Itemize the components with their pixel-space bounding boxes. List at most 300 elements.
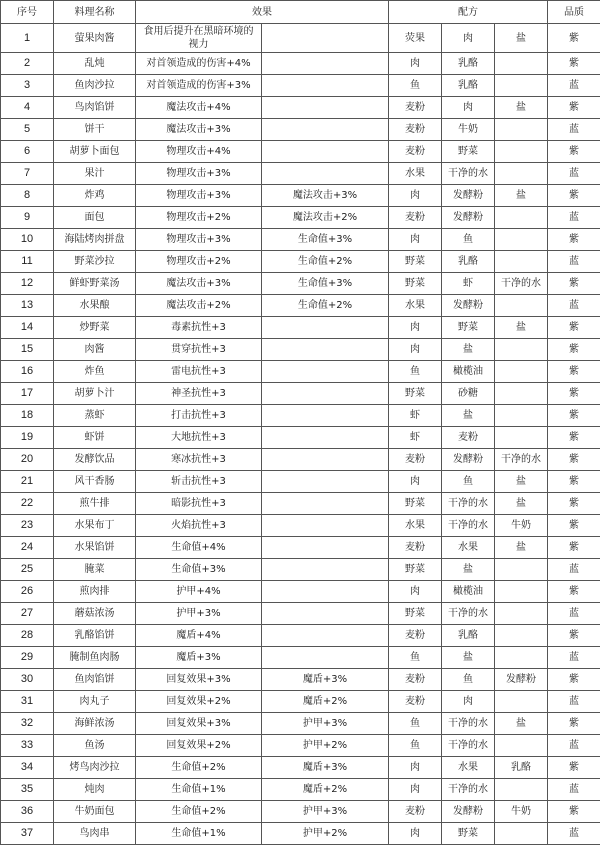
dish-name: 鸟肉馅饼 [54,97,136,119]
quality: 紫 [548,361,600,383]
effect-primary: 魔盾+4% [136,625,262,647]
table-row [1,295,600,317]
ingredient-3 [495,603,548,625]
effect-secondary [262,97,389,119]
ingredient-2: 牛奶 [442,119,495,141]
ingredient-2: 虾 [442,273,495,295]
ingredient-1: 麦粉 [389,537,442,559]
effect-primary: 寒冰抗性+3 [136,449,262,471]
quality: 蓝 [548,735,600,757]
ingredient-3 [495,427,548,449]
quality: 紫 [548,53,600,75]
dish-name: 炒野菜 [54,317,136,339]
ingredient-1: 肉 [389,581,442,603]
quality: 蓝 [548,295,600,317]
table-row [1,207,600,229]
quality: 蓝 [548,559,600,581]
dish-name: 煎肉排 [54,581,136,603]
effect-secondary [262,75,389,97]
quality: 紫 [548,713,600,735]
ingredient-3: 牛奶 [495,515,548,537]
ingredient-1: 肉 [389,339,442,361]
ingredient-1: 水果 [389,163,442,185]
quality: 蓝 [548,823,600,845]
table-row [1,493,600,515]
table-row [1,471,600,493]
effect-primary: 神圣抗性+3 [136,383,262,405]
effect-secondary [262,515,389,537]
ingredient-1: 野菜 [389,493,442,515]
ingredient-3 [495,119,548,141]
dish-name: 胡萝卜汁 [54,383,136,405]
ingredient-3 [495,823,548,845]
table-row [1,779,600,801]
effect-secondary: 魔盾+3% [262,669,389,691]
dish-name: 鱼汤 [54,735,136,757]
ingredient-2: 盐 [442,339,495,361]
ingredient-2: 发酵粉 [442,185,495,207]
ingredient-2: 干净的水 [442,603,495,625]
quality: 紫 [548,427,600,449]
ingredient-1: 麦粉 [389,669,442,691]
effect-primary: 回复效果+2% [136,691,262,713]
dish-name: 蒸虾 [54,405,136,427]
row-index: 32 [1,713,54,735]
effect-secondary [262,317,389,339]
effect-primary: 暗影抗性+3 [136,493,262,515]
quality: 紫 [548,449,600,471]
effect-primary: 生命值+1% [136,779,262,801]
effect-secondary [262,471,389,493]
ingredient-3: 盐 [495,537,548,559]
ingredient-1: 肉 [389,757,442,779]
effect-primary: 回复效果+3% [136,669,262,691]
row-index: 34 [1,757,54,779]
ingredient-3 [495,75,548,97]
ingredient-2: 野菜 [442,823,495,845]
dish-name: 烤鸟肉沙拉 [54,757,136,779]
table-row [1,97,600,119]
dish-name: 肉丸子 [54,691,136,713]
ingredient-1: 麦粉 [389,141,442,163]
row-index: 3 [1,75,54,97]
effect-secondary [262,625,389,647]
quality: 紫 [548,581,600,603]
quality: 紫 [548,493,600,515]
row-index: 17 [1,383,54,405]
effect-secondary: 护甲+3% [262,801,389,823]
row-index: 9 [1,207,54,229]
dish-name: 饼干 [54,119,136,141]
ingredient-1: 肉 [389,779,442,801]
row-index: 6 [1,141,54,163]
row-index: 8 [1,185,54,207]
ingredient-2: 麦粉 [442,427,495,449]
ingredient-2: 橄榄油 [442,361,495,383]
dish-name: 野菜沙拉 [54,251,136,273]
dish-name: 海鲜浓汤 [54,713,136,735]
ingredient-2: 肉 [442,24,495,53]
ingredient-1: 麦粉 [389,691,442,713]
quality: 紫 [548,537,600,559]
effect-primary: 生命值+2% [136,801,262,823]
table-row [1,273,600,295]
effect-secondary: 生命值+2% [262,251,389,273]
effect-secondary [262,603,389,625]
dish-name: 面包 [54,207,136,229]
effect-secondary: 生命值+2% [262,295,389,317]
effect-secondary: 魔盾+3% [262,757,389,779]
row-index: 5 [1,119,54,141]
effect-primary: 生命值+1% [136,823,262,845]
dish-name: 风干香肠 [54,471,136,493]
quality: 紫 [548,405,600,427]
ingredient-3: 发酵粉 [495,669,548,691]
ingredient-3 [495,405,548,427]
dish-name: 鲜虾野菜汤 [54,273,136,295]
ingredient-2: 橄榄油 [442,581,495,603]
dish-name: 乱炖 [54,53,136,75]
dish-name: 鸟肉串 [54,823,136,845]
dish-name: 蘑菇浓汤 [54,603,136,625]
ingredient-3: 干净的水 [495,449,548,471]
effect-primary: 魔法攻击+3% [136,273,262,295]
row-index: 11 [1,251,54,273]
effect-secondary [262,53,389,75]
ingredient-3 [495,581,548,603]
ingredient-3 [495,779,548,801]
quality: 蓝 [548,119,600,141]
effect-primary: 魔法攻击+2% [136,295,262,317]
ingredient-1: 麦粉 [389,801,442,823]
effect-secondary [262,493,389,515]
ingredient-2: 发酵粉 [442,207,495,229]
row-index: 10 [1,229,54,251]
effect-primary: 对首领造成的伤害+4% [136,53,262,75]
row-index: 37 [1,823,54,845]
ingredient-1: 麦粉 [389,449,442,471]
quality: 紫 [548,801,600,823]
ingredient-1: 虾 [389,405,442,427]
effect-secondary: 护甲+2% [262,823,389,845]
ingredient-3: 乳酪 [495,757,548,779]
table-row [1,317,600,339]
ingredient-1: 麦粉 [389,97,442,119]
dish-name: 萤果肉酱 [54,24,136,53]
dish-name: 肉酱 [54,339,136,361]
effect-secondary [262,339,389,361]
table-row [1,163,600,185]
quality: 紫 [548,383,600,405]
ingredient-2: 盐 [442,559,495,581]
effect-primary: 毒素抗性+3 [136,317,262,339]
ingredient-3: 盐 [495,24,548,53]
effect-primary: 火焰抗性+3 [136,515,262,537]
table-row [1,405,600,427]
ingredient-1: 鱼 [389,647,442,669]
dish-name: 乳酪馅饼 [54,625,136,647]
table-row [1,361,600,383]
ingredient-1: 肉 [389,185,442,207]
table-row [1,515,600,537]
quality: 蓝 [548,647,600,669]
ingredient-2: 干净的水 [442,735,495,757]
effect-primary: 物理攻击+2% [136,207,262,229]
ingredient-2: 盐 [442,647,495,669]
effect-secondary: 魔盾+2% [262,691,389,713]
effect-secondary [262,427,389,449]
row-index: 14 [1,317,54,339]
effect-secondary: 魔法攻击+3% [262,185,389,207]
row-index: 26 [1,581,54,603]
effect-primary: 雷电抗性+3 [136,361,262,383]
table-row [1,603,600,625]
dish-name: 炖肉 [54,779,136,801]
effect-secondary [262,537,389,559]
row-index: 12 [1,273,54,295]
table-row [1,119,600,141]
quality: 紫 [548,317,600,339]
quality: 紫 [548,273,600,295]
effect-primary: 回复效果+3% [136,713,262,735]
ingredient-1: 水果 [389,295,442,317]
quality: 紫 [548,471,600,493]
row-index: 35 [1,779,54,801]
row-index: 4 [1,97,54,119]
ingredient-3 [495,339,548,361]
ingredient-3: 盐 [495,97,548,119]
ingredient-1: 鱼 [389,735,442,757]
ingredient-2: 乳酪 [442,251,495,273]
effect-primary: 斩击抗性+3 [136,471,262,493]
row-index: 16 [1,361,54,383]
row-index: 21 [1,471,54,493]
dish-name: 胡萝卜面包 [54,141,136,163]
ingredient-2: 砂糖 [442,383,495,405]
ingredient-3: 盐 [495,471,548,493]
ingredient-2: 干净的水 [442,779,495,801]
effect-primary: 对首领造成的伤害+3% [136,75,262,97]
dish-name: 水果布丁 [54,515,136,537]
effect-secondary [262,383,389,405]
effect-primary: 大地抗性+3 [136,427,262,449]
header-index: 序号 [1,1,54,24]
ingredient-1: 麦粉 [389,207,442,229]
row-index: 30 [1,669,54,691]
ingredient-2: 鱼 [442,229,495,251]
table-row [1,713,600,735]
ingredient-1: 肉 [389,53,442,75]
ingredient-1: 野菜 [389,383,442,405]
effect-secondary [262,141,389,163]
table-row [1,75,600,97]
effect-secondary [262,405,389,427]
row-index: 29 [1,647,54,669]
row-index: 18 [1,405,54,427]
table-row [1,801,600,823]
effect-secondary [262,449,389,471]
ingredient-1: 肉 [389,823,442,845]
dish-name: 腌菜 [54,559,136,581]
ingredient-3 [495,647,548,669]
ingredient-2: 水果 [442,537,495,559]
table-row [1,757,600,779]
effect-secondary [262,361,389,383]
row-index: 27 [1,603,54,625]
ingredient-1: 肉 [389,471,442,493]
dish-name: 腌制鱼肉肠 [54,647,136,669]
ingredient-3: 盐 [495,185,548,207]
header-quality: 品质 [548,1,600,24]
ingredient-2: 乳酪 [442,75,495,97]
table-row [1,141,600,163]
quality: 蓝 [548,163,600,185]
effect-primary: 食用后提升在黑暗环境的视力 [136,24,262,53]
ingredient-2: 肉 [442,97,495,119]
ingredient-3 [495,207,548,229]
effect-primary: 魔盾+3% [136,647,262,669]
ingredient-1: 麦粉 [389,625,442,647]
table-row [1,537,600,559]
quality: 紫 [548,24,600,53]
row-index: 22 [1,493,54,515]
row-index: 15 [1,339,54,361]
effect-secondary: 护甲+3% [262,713,389,735]
effect-primary: 魔法攻击+4% [136,97,262,119]
ingredient-2: 野菜 [442,317,495,339]
dish-name: 煎牛排 [54,493,136,515]
table-row [1,339,600,361]
quality: 蓝 [548,603,600,625]
table-row [1,185,600,207]
row-index: 2 [1,53,54,75]
row-index: 13 [1,295,54,317]
dish-name: 虾饼 [54,427,136,449]
table-row [1,625,600,647]
quality: 蓝 [548,207,600,229]
ingredient-3: 干净的水 [495,273,548,295]
quality: 紫 [548,229,600,251]
effect-secondary: 生命值+3% [262,229,389,251]
ingredient-3 [495,229,548,251]
effect-primary: 魔法攻击+3% [136,119,262,141]
row-index: 7 [1,163,54,185]
effect-primary: 护甲+4% [136,581,262,603]
effect-primary: 物理攻击+4% [136,141,262,163]
quality: 紫 [548,669,600,691]
effect-primary: 打击抗性+3 [136,405,262,427]
table-row [1,427,600,449]
row-index: 19 [1,427,54,449]
dish-name: 果汁 [54,163,136,185]
effect-primary: 物理攻击+3% [136,229,262,251]
ingredient-3 [495,53,548,75]
ingredient-1: 麦粉 [389,119,442,141]
ingredient-1: 野菜 [389,273,442,295]
effect-secondary [262,581,389,603]
row-index: 1 [1,24,54,53]
ingredient-1: 野菜 [389,603,442,625]
table-row [1,647,600,669]
table-row [1,735,600,757]
ingredient-2: 野菜 [442,141,495,163]
table-row [1,559,600,581]
ingredient-2: 鱼 [442,471,495,493]
effect-secondary: 魔盾+2% [262,779,389,801]
ingredient-3 [495,735,548,757]
header-effect: 效果 [136,1,389,24]
ingredient-3 [495,361,548,383]
ingredient-3 [495,163,548,185]
ingredient-2: 干净的水 [442,163,495,185]
quality: 紫 [548,141,600,163]
ingredient-3 [495,559,548,581]
ingredient-1: 野菜 [389,559,442,581]
ingredient-3 [495,141,548,163]
ingredient-3 [495,691,548,713]
dish-name: 水果酿 [54,295,136,317]
ingredient-3 [495,383,548,405]
effect-primary: 物理攻击+2% [136,251,262,273]
ingredient-2: 干净的水 [442,713,495,735]
header-name: 料理名称 [54,1,136,24]
ingredient-3: 盐 [495,317,548,339]
effect-primary: 护甲+3% [136,603,262,625]
ingredient-2: 乳酪 [442,53,495,75]
effect-secondary [262,647,389,669]
row-index: 24 [1,537,54,559]
quality: 蓝 [548,691,600,713]
ingredient-3: 盐 [495,713,548,735]
effect-primary: 物理攻击+3% [136,185,262,207]
table-row [1,823,600,845]
row-index: 36 [1,801,54,823]
ingredient-2: 鱼 [442,669,495,691]
row-index: 25 [1,559,54,581]
dish-name: 海陆烤肉拼盘 [54,229,136,251]
effect-secondary [262,119,389,141]
ingredient-2: 发酵粉 [442,801,495,823]
quality: 紫 [548,757,600,779]
ingredient-1: 鱼 [389,713,442,735]
dish-name: 鱼肉沙拉 [54,75,136,97]
effect-secondary [262,559,389,581]
row-index: 31 [1,691,54,713]
ingredient-3 [495,251,548,273]
ingredient-3: 盐 [495,493,548,515]
effect-secondary: 生命值+3% [262,273,389,295]
quality: 蓝 [548,75,600,97]
ingredient-3 [495,295,548,317]
ingredient-1: 水果 [389,515,442,537]
ingredient-1: 野菜 [389,251,442,273]
table-row [1,251,600,273]
ingredient-1: 鱼 [389,75,442,97]
ingredient-1: 荧果 [389,24,442,53]
effect-secondary: 护甲+2% [262,735,389,757]
table-row [1,581,600,603]
ingredient-3: 牛奶 [495,801,548,823]
quality: 紫 [548,515,600,537]
quality: 紫 [548,97,600,119]
row-index: 33 [1,735,54,757]
ingredient-1: 鱼 [389,361,442,383]
quality: 蓝 [548,251,600,273]
ingredient-1: 肉 [389,317,442,339]
effect-secondary: 魔法攻击+2% [262,207,389,229]
dish-name: 发酵饮品 [54,449,136,471]
effect-primary: 生命值+3% [136,559,262,581]
